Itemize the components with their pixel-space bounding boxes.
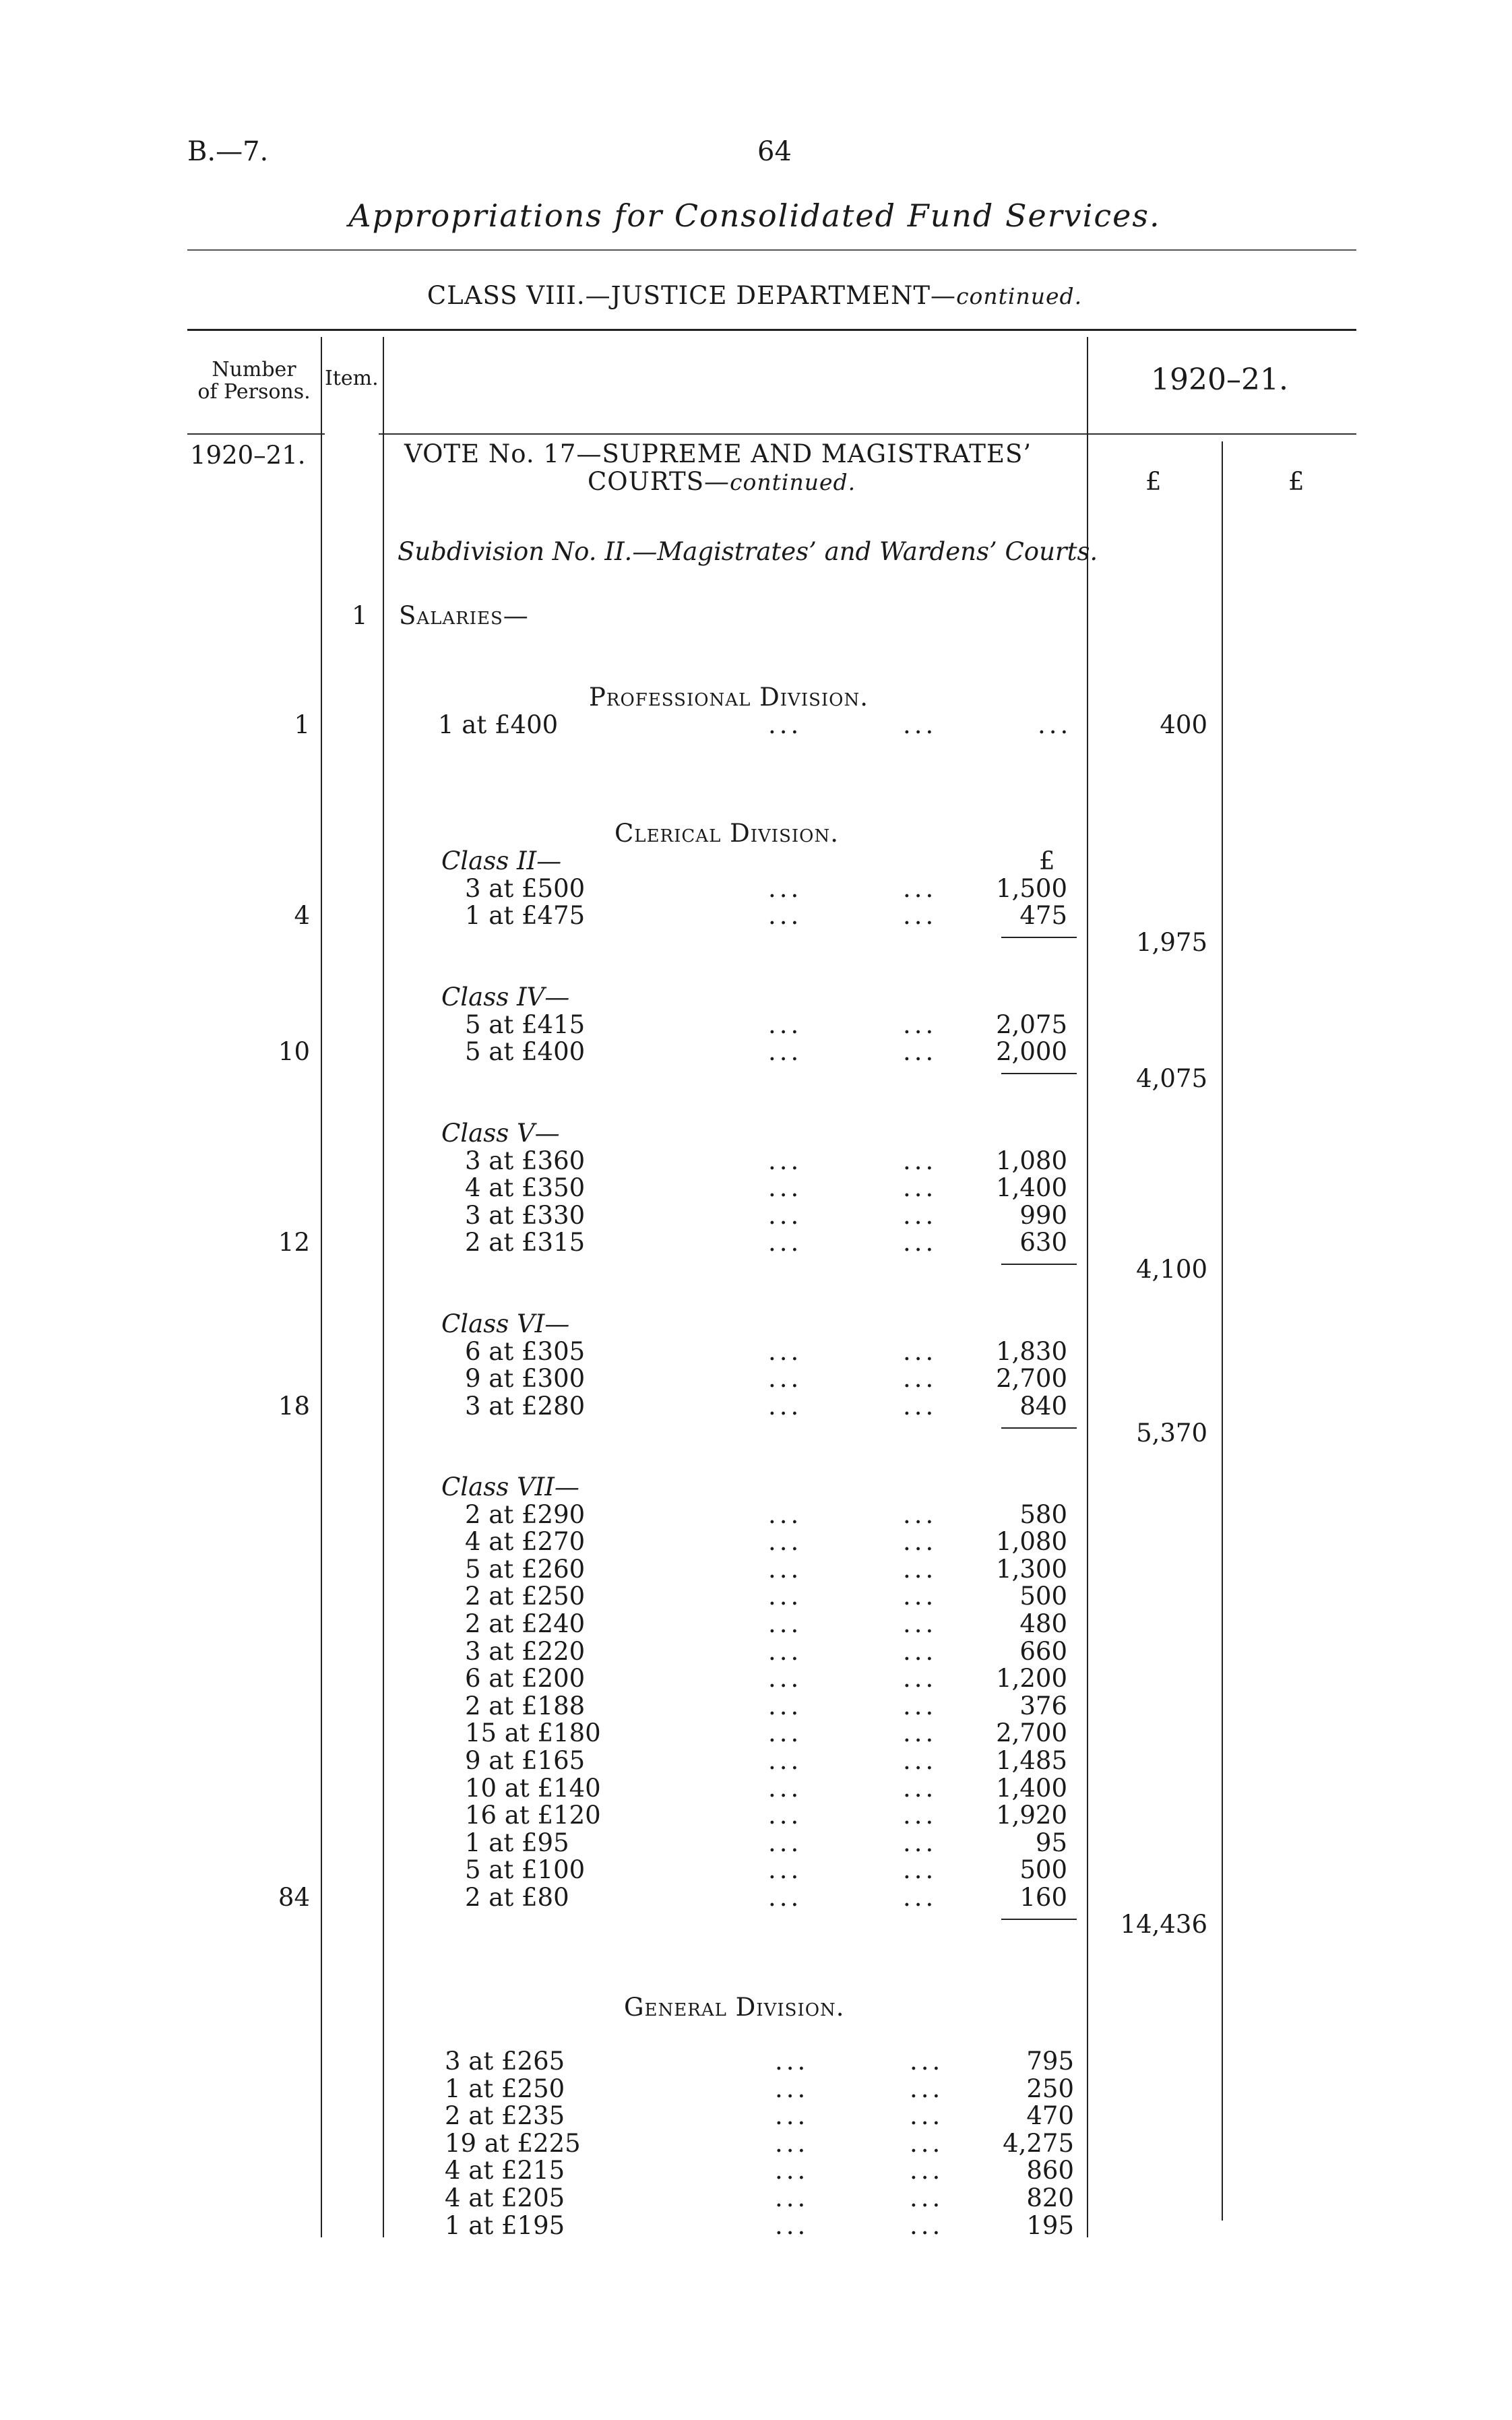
leader-dots: ... (768, 1527, 802, 1556)
clerical-class-persons: 10 (278, 1037, 310, 1066)
clerical-class-subtotal: 4,100 (1136, 1255, 1207, 1284)
persons-column-rule (321, 337, 322, 2237)
clerical-row-rate: 1 at £475 (465, 901, 586, 930)
leader-dots: ... (903, 1774, 937, 1803)
clerical-row-amount: 630 (1019, 1228, 1067, 1257)
clerical-row-rate: 3 at £360 (465, 1146, 586, 1175)
clerical-row-rate: 4 at £350 (465, 1173, 586, 1202)
leader-dots: ... (768, 1774, 802, 1803)
clerical-row-rate: 2 at £188 (465, 1692, 586, 1720)
clerical-class-subtotal: 4,075 (1136, 1064, 1207, 1093)
professional-dots-3: ... (1038, 710, 1072, 739)
leader-dots: ... (903, 1855, 937, 1884)
leader-dots: ... (768, 1201, 802, 1230)
leader-dots: ... (903, 1201, 937, 1230)
clerical-row-rate: 6 at £305 (465, 1337, 586, 1366)
leader-dots: ... (768, 1883, 802, 1912)
general-row-amount: 250 (1026, 2074, 1074, 2103)
clerical-row-amount: 1,920 (996, 1801, 1067, 1830)
general-row-amount: 470 (1026, 2101, 1074, 2130)
clerical-subtotal-rule (1001, 1264, 1077, 1265)
general-row-rate: 4 at £215 (445, 2156, 565, 2185)
leader-dots: ... (903, 1392, 937, 1421)
subtotal-column-rule (1222, 441, 1223, 2221)
leader-dots: ... (768, 1228, 802, 1257)
general-row-rate: 4 at £205 (445, 2183, 565, 2212)
clerical-row-amount: 480 (1019, 1609, 1067, 1638)
general-division-heading: General Division. (624, 1993, 845, 2022)
leader-dots: ... (903, 1364, 937, 1393)
clerical-row-rate: 5 at £400 (465, 1037, 586, 1066)
leader-dots: ... (903, 1692, 937, 1720)
clerical-subtotal-rule (1001, 1073, 1077, 1074)
leader-dots: ... (768, 1828, 802, 1857)
clerical-row-rate: 6 at £200 (465, 1664, 586, 1693)
leader-dots: ... (903, 1664, 937, 1693)
leader-dots: ... (775, 2211, 809, 2240)
clerical-row-amount: 1,485 (996, 1746, 1067, 1775)
clerical-row-amount: 160 (1019, 1883, 1067, 1912)
general-row-amount: 860 (1026, 2156, 1074, 2185)
item-number: 1 (352, 601, 368, 630)
leader-dots: ... (903, 1146, 937, 1175)
clerical-row-rate: 3 at £500 (465, 874, 586, 903)
item-header: Item. (325, 367, 379, 390)
leader-dots: ... (775, 2101, 809, 2130)
clerical-row-amount: 2,700 (996, 1364, 1067, 1393)
leader-dots: ... (903, 1609, 937, 1638)
leader-dots: ... (903, 1527, 937, 1556)
leader-dots: ... (768, 874, 802, 903)
leader-dots: ... (768, 1173, 802, 1202)
clerical-row-rate: 10 at £140 (465, 1774, 601, 1803)
clerical-row-rate: 9 at £165 (465, 1746, 586, 1775)
clerical-row-amount: 95 (1035, 1828, 1067, 1857)
vote-title-line2 (588, 468, 856, 496)
clerical-class-label: Class II— (441, 846, 562, 875)
general-row-rate: 2 at £235 (445, 2101, 565, 2130)
leader-dots: ... (775, 2074, 809, 2103)
leader-dots: ... (910, 2156, 944, 2185)
leader-dots: ... (775, 2129, 809, 2158)
clerical-row-amount: 2,000 (996, 1037, 1067, 1066)
clerical-class-persons: 4 (294, 901, 310, 930)
leader-dots: ... (903, 1718, 937, 1747)
leader-dots: ... (903, 1637, 937, 1666)
professional-division-heading: Professional Division. (589, 683, 869, 712)
vote-title-line1: VOTE No. 17—SUPREME AND MAGISTRATES’ (404, 439, 1032, 468)
vote-title-continued: continued. (730, 469, 856, 495)
leader-dots: ... (903, 874, 937, 903)
subdivision-heading: Subdivision No. II.—Magistrates’ and Wardens’ Courts. (398, 537, 1098, 566)
clerical-row-amount: 1,200 (996, 1664, 1067, 1693)
leader-dots: ... (903, 1337, 937, 1366)
pound-column-1: £ (1145, 467, 1162, 496)
leader-dots: ... (768, 1146, 802, 1175)
clerical-row-rate: 1 at £95 (465, 1828, 569, 1857)
general-row-amount: 795 (1026, 2047, 1074, 2076)
leader-dots: ... (768, 1010, 802, 1039)
leader-dots: ... (910, 2211, 944, 2240)
leader-dots: ... (768, 1555, 802, 1584)
clerical-row-amount: 1,400 (996, 1173, 1067, 1202)
document-reference: B.—7. (187, 136, 269, 167)
clerical-pound-sign: £ (1039, 846, 1055, 875)
leader-dots: ... (768, 1637, 802, 1666)
leader-dots: ... (768, 1392, 802, 1421)
leader-dots: ... (775, 2183, 809, 2212)
persons-header-line1: Number (212, 358, 296, 381)
clerical-row-amount: 500 (1019, 1582, 1067, 1611)
clerical-row-rate: 15 at £180 (465, 1718, 601, 1747)
table-top-rule (187, 329, 1356, 331)
clerical-row-rate: 3 at £220 (465, 1637, 586, 1666)
clerical-class-persons: 12 (278, 1228, 310, 1257)
clerical-row-amount: 2,700 (996, 1718, 1067, 1747)
leader-dots: ... (903, 901, 937, 930)
clerical-row-amount: 1,500 (996, 874, 1067, 903)
leader-dots: ... (903, 1228, 937, 1257)
leader-dots: ... (903, 1173, 937, 1202)
clerical-class-subtotal: 5,370 (1136, 1419, 1207, 1448)
clerical-row-amount: 500 (1019, 1855, 1067, 1884)
leader-dots: ... (903, 1883, 937, 1912)
clerical-row-amount: 990 (1019, 1201, 1067, 1230)
clerical-class-persons: 84 (278, 1883, 310, 1912)
leader-dots: ... (903, 1582, 937, 1611)
clerical-class-label: Class V— (441, 1119, 560, 1148)
clerical-row-rate: 16 at £120 (465, 1801, 601, 1830)
clerical-row-amount: 376 (1019, 1692, 1067, 1720)
general-row-rate: 1 at £195 (445, 2211, 565, 2240)
clerical-row-amount: 1,300 (996, 1555, 1067, 1584)
details-column-rule (1087, 337, 1088, 2237)
general-row-rate: 1 at £250 (445, 2074, 565, 2103)
clerical-division-heading: Clerical Division. (615, 819, 839, 848)
clerical-row-amount: 660 (1019, 1637, 1067, 1666)
professional-total: 400 (1160, 710, 1207, 739)
clerical-subtotal-rule (1001, 1427, 1077, 1429)
page-number: 64 (757, 136, 792, 167)
year-header: 1920–21. (1151, 363, 1288, 397)
leader-dots: ... (768, 1664, 802, 1693)
leader-dots: ... (903, 1746, 937, 1775)
vote-year: 1920–21. (190, 441, 306, 470)
clerical-row-rate: 2 at £80 (465, 1883, 569, 1912)
leader-dots: ... (768, 1801, 802, 1830)
clerical-row-rate: 9 at £300 (465, 1364, 586, 1393)
leader-dots: ... (910, 2183, 944, 2212)
leader-dots: ... (910, 2047, 944, 2076)
pound-column-2: £ (1288, 467, 1304, 496)
clerical-row-rate: 3 at £280 (465, 1392, 586, 1421)
clerical-subtotal-rule (1001, 1919, 1077, 1920)
leader-dots: ... (903, 1555, 937, 1584)
leader-dots: ... (768, 1718, 802, 1747)
clerical-row-rate: 2 at £315 (465, 1228, 586, 1257)
clerical-row-amount: 2,075 (996, 1010, 1067, 1039)
salaries-heading: Salaries— (399, 601, 529, 630)
vote-title-courts: COURTS— (588, 467, 730, 496)
leader-dots: ... (903, 1500, 937, 1529)
leader-dots: ... (768, 1692, 802, 1720)
clerical-row-amount: 580 (1019, 1500, 1067, 1529)
leader-dots: ... (768, 1337, 802, 1366)
clerical-row-amount: 1,080 (996, 1146, 1067, 1175)
clerical-row-amount: 840 (1019, 1392, 1067, 1421)
leader-dots: ... (903, 1010, 937, 1039)
clerical-row-rate: 2 at £290 (465, 1500, 586, 1529)
general-row-amount: 820 (1026, 2183, 1074, 2212)
clerical-row-rate: 4 at £270 (465, 1527, 586, 1556)
leader-dots: ... (910, 2101, 944, 2130)
clerical-class-persons: 18 (278, 1392, 310, 1421)
leader-dots: ... (903, 1037, 937, 1066)
leader-dots: ... (768, 1609, 802, 1638)
leader-dots: ... (910, 2129, 944, 2158)
clerical-row-rate: 5 at £260 (465, 1555, 586, 1584)
professional-persons: 1 (294, 710, 310, 739)
professional-rate: 1 at £400 (438, 710, 559, 739)
clerical-class-label: Class IV— (441, 983, 570, 1012)
leader-dots: ... (775, 2047, 809, 2076)
leader-dots: ... (910, 2074, 944, 2103)
general-row-amount: 4,275 (1003, 2129, 1074, 2158)
leader-dots: ... (768, 1364, 802, 1393)
general-row-rate: 19 at £225 (445, 2129, 581, 2158)
clerical-row-rate: 5 at £415 (465, 1010, 586, 1039)
leader-dots: ... (768, 1582, 802, 1611)
page-title: Appropriations for Consolidated Fund Services. (348, 197, 1161, 234)
clerical-row-rate: 3 at £330 (465, 1201, 586, 1230)
professional-dots-1: ... (768, 710, 802, 739)
clerical-row-amount: 1,830 (996, 1337, 1067, 1366)
title-rule (187, 249, 1356, 251)
clerical-class-subtotal: 14,436 (1120, 1910, 1207, 1939)
general-row-rate: 3 at £265 (445, 2047, 565, 2076)
leader-dots: ... (768, 1037, 802, 1066)
persons-header-line2: of Persons. (197, 380, 311, 404)
clerical-class-subtotal: 1,975 (1136, 928, 1207, 957)
class-heading-main: CLASS VIII.—JUSTICE DEPARTMENT— (427, 281, 957, 310)
leader-dots: ... (768, 1855, 802, 1884)
leader-dots: ... (775, 2156, 809, 2185)
class-heading (337, 282, 1172, 310)
leader-dots: ... (903, 1801, 937, 1830)
clerical-row-amount: 1,080 (996, 1527, 1067, 1556)
clerical-row-rate: 5 at £100 (465, 1855, 586, 1884)
clerical-row-rate: 2 at £250 (465, 1582, 586, 1611)
item-gap (325, 433, 379, 435)
item-column-rule (383, 337, 384, 2237)
clerical-class-label: Class VII— (441, 1472, 579, 1501)
leader-dots: ... (768, 1500, 802, 1529)
clerical-subtotal-rule (1001, 937, 1077, 938)
clerical-row-rate: 2 at £240 (465, 1609, 586, 1638)
leader-dots: ... (903, 1828, 937, 1857)
clerical-row-amount: 1,400 (996, 1774, 1067, 1803)
leader-dots: ... (768, 1746, 802, 1775)
clerical-class-label: Class VI— (441, 1309, 570, 1338)
class-heading-continued: continued. (956, 283, 1083, 309)
clerical-row-amount: 475 (1019, 901, 1067, 930)
leader-dots: ... (768, 901, 802, 930)
general-row-amount: 195 (1026, 2211, 1074, 2240)
professional-dots-2: ... (903, 710, 937, 739)
